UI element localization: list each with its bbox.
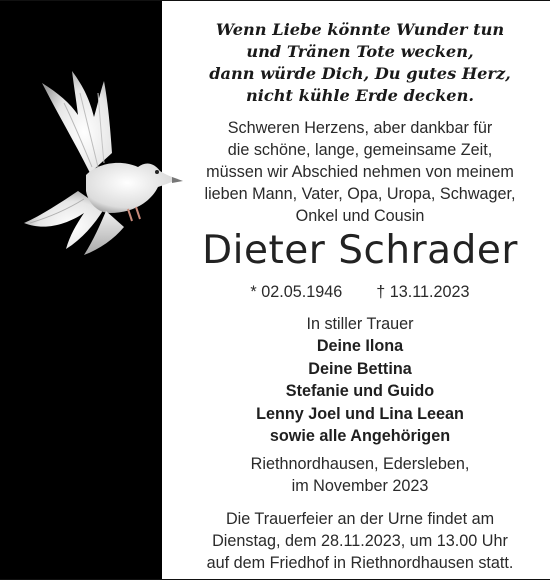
place-line: Riethnordhausen, Edersleben, xyxy=(250,455,470,473)
intro-line: müssen wir Abschied nehmen von meinem xyxy=(206,163,514,181)
mourner-name: Lenny Joel und Lina Leean xyxy=(256,404,464,423)
death-date: † 13.11.2023 xyxy=(376,283,470,301)
life-dates xyxy=(170,281,550,303)
deceased-name: Dieter Schrader xyxy=(202,228,518,273)
place-line: im November 2023 xyxy=(291,477,429,495)
service-line: Dienstag, dem 28.11.2023, um 13.00 Uhr xyxy=(212,532,508,550)
mourner-name: Deine Bettina xyxy=(308,359,412,378)
poem-line: nicht kühle Erde decken. xyxy=(245,86,474,105)
mourner-name: Deine Ilona xyxy=(316,337,404,356)
poem-line: und Tränen Tote wecken, xyxy=(246,42,474,61)
mourners-list xyxy=(170,313,550,447)
intro-line: lieben Mann, Vater, Opa, Uropa, Schwager, xyxy=(204,185,516,203)
mourner-name: Stefanie und Guido xyxy=(285,382,435,401)
farewell-intro xyxy=(170,117,550,227)
poem-line: Wenn Liebe könnte Wunder tun xyxy=(215,20,505,39)
birth-date: * 02.05.1946 xyxy=(250,283,343,301)
white-dove-image xyxy=(20,63,190,263)
place-and-date xyxy=(170,453,550,497)
service-line: Die Trauerfeier an der Urne findet am xyxy=(225,510,495,528)
memorial-poem xyxy=(170,19,550,107)
poem-line: dann würde Dich, Du gutes Herz, xyxy=(209,64,511,83)
mourning-lead: In stiller Trauer xyxy=(306,315,414,333)
notice-text-column xyxy=(170,1,550,580)
intro-line: die schöne, lange, gemeinsame Zeit, xyxy=(227,141,493,159)
mourner-name: sowie alle Angehörigen xyxy=(269,427,451,446)
service-line: auf dem Friedhof in Riethnordhausen statt. xyxy=(206,554,514,572)
intro-line: Onkel und Cousin xyxy=(295,207,425,225)
intro-line: Schweren Herzens, aber dankbar für xyxy=(227,119,493,137)
funeral-service-info xyxy=(170,508,550,574)
